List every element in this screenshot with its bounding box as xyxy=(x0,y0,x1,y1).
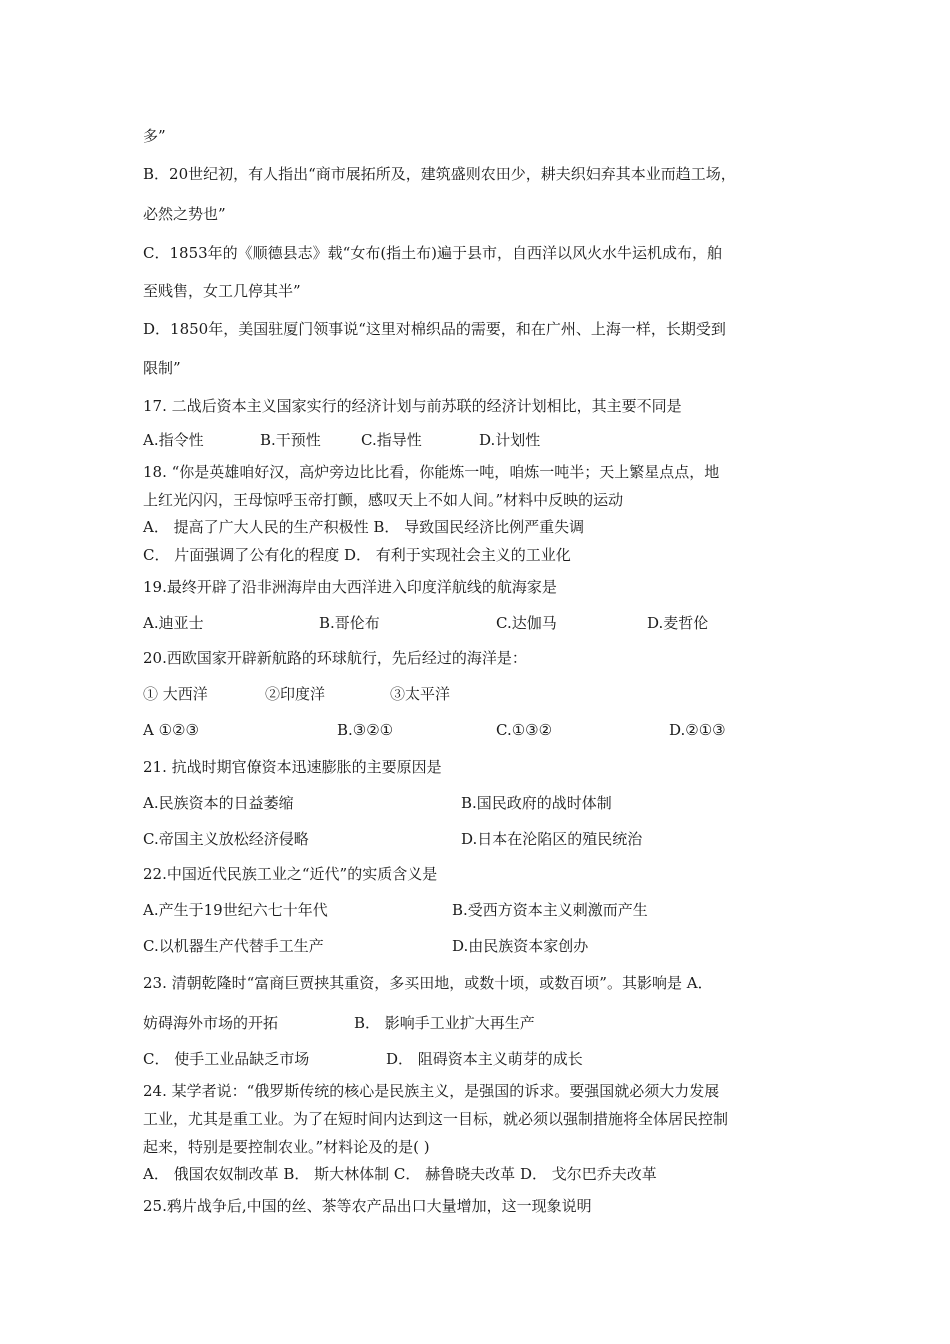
q20-option-a: A ①②③ xyxy=(143,721,199,739)
question-23: 23. 清朝乾隆时“富商巨贾挟其重资，多买田地，或数十顷，或数百顷”。其影响是 A． xyxy=(143,974,713,992)
question-19: 19.最终开辟了沿非洲海岸由大西洋进入印度洋航线的航海家是 xyxy=(143,578,557,596)
q19-option-d: D.麦哲伦 xyxy=(647,614,709,632)
q22-option-d: D.由民族资本家创办 xyxy=(452,937,589,955)
q22-option-a: A.产生于19世纪六七十年代 xyxy=(143,901,328,919)
q20-option-b: B.③②① xyxy=(337,721,394,739)
q16-option-c-continuation: 至贱售，女工几停其半” xyxy=(143,282,301,300)
question-21: 21. 抗战时期官僚资本迅速膨胀的主要原因是 xyxy=(143,758,442,776)
question-18-line1: 18. “你是英雄咱好汉，高炉旁边比比看，你能炼一吨，咱炼一吨半；天上繁星点点，地 xyxy=(143,463,720,481)
q20-option-c: C.①③② xyxy=(496,721,553,739)
q23-option-a: 妨碍海外市场的开拓 xyxy=(143,1014,279,1032)
question-24-line2: 工业，尤其是重工业。为了在短时间内达到这一目标，就必须以强制措施将全体居民控制 xyxy=(143,1110,729,1128)
q21-option-c: C.帝国主义放松经济侵略 xyxy=(143,830,309,848)
q20-item-3: ③太平洋 xyxy=(390,685,451,703)
q23-option-d: D． 阻碍资本主义萌芽的成长 xyxy=(386,1050,583,1068)
q20-item-2: ②印度洋 xyxy=(265,685,326,703)
q19-option-b: B.哥伦布 xyxy=(319,614,380,632)
q18-options-row2: C． 片面强调了公有化的程度 D． 有利于实现社会主义的工业化 xyxy=(143,546,571,564)
q16-option-d: D．1850年，美国驻厦门领事说“这里对棉织品的需要，和在广州、上海一样，长期受到 xyxy=(143,320,726,338)
q16-option-d-continuation: 限制” xyxy=(143,359,181,377)
q19-option-c: C.达伽马 xyxy=(496,614,557,632)
question-25: 25.鸦片战争后,中国的丝、茶等农产品出口大量增加，这一现象说明 xyxy=(143,1197,592,1215)
question-24-line3: 起来，特别是要控制农业。”材料论及的是( ) xyxy=(143,1138,430,1156)
q23-option-c: C． 使手工业品缺乏市场 xyxy=(143,1050,310,1068)
q21-option-a: A.民族资本的日益萎缩 xyxy=(143,794,294,812)
q18-options-row1: A． 提高了广大人民的生产积极性 B． 导致国民经济比例严重失调 xyxy=(143,518,585,536)
question-18-line2: 上红光闪闪，王母惊呼玉帝打颤，感叹天上不如人间。”材料中反映的运动 xyxy=(143,491,624,509)
q24-options: A． 俄国农奴制改革 B． 斯大林体制 C． 赫鲁晓夫改革 D． 戈尔巴乔夫改革 xyxy=(143,1165,657,1183)
q21-option-d: D.日本在沦陷区的殖民统治 xyxy=(461,830,643,848)
q23-option-b: B． 影响手工业扩大再生产 xyxy=(354,1014,535,1032)
q17-option-d: D.计划性 xyxy=(479,431,541,449)
q16-option-c: C．1853年的《顺德县志》载“女布(指土布)遍于县市，自西洋以风火水牛运机成布，舶 xyxy=(143,244,723,262)
q21-option-b: B.国民政府的战时体制 xyxy=(461,794,612,812)
question-17: 17. 二战后资本主义国家实行的经济计划与前苏联的经济计划相比，其主要不同是 xyxy=(143,397,682,415)
q20-option-d: D.②①③ xyxy=(669,721,726,739)
question-22: 22.中国近代民族工业之“近代”的实质含义是 xyxy=(143,865,438,883)
q17-option-b: B.干预性 xyxy=(260,431,321,449)
q17-option-a: A.指令性 xyxy=(143,431,204,449)
q19-option-a: A.迪亚士 xyxy=(143,614,204,632)
q16-option-b: B．20世纪初，有人指出“商市展拓所及，建筑盛则农田少，耕夫织妇弃其本业而趋工场， xyxy=(143,165,736,183)
q22-option-b: B.受西方资本主义刺激而产生 xyxy=(452,901,648,919)
question-24-line1: 24. 某学者说：“俄罗斯传统的核心是民族主义，是强国的诉求。要强国就必须大力发展 xyxy=(143,1082,720,1100)
question-20: 20.西欧国家开辟新航路的环球航行，先后经过的海洋是： xyxy=(143,649,527,667)
q20-item-1: ① 大西洋 xyxy=(143,685,208,703)
q22-option-c: C.以机器生产代替手工生产 xyxy=(143,937,324,955)
q17-option-c: C.指导性 xyxy=(361,431,422,449)
q16-option-b-continuation: 必然之势也” xyxy=(143,205,226,223)
option-a-continuation: 多” xyxy=(143,127,166,145)
